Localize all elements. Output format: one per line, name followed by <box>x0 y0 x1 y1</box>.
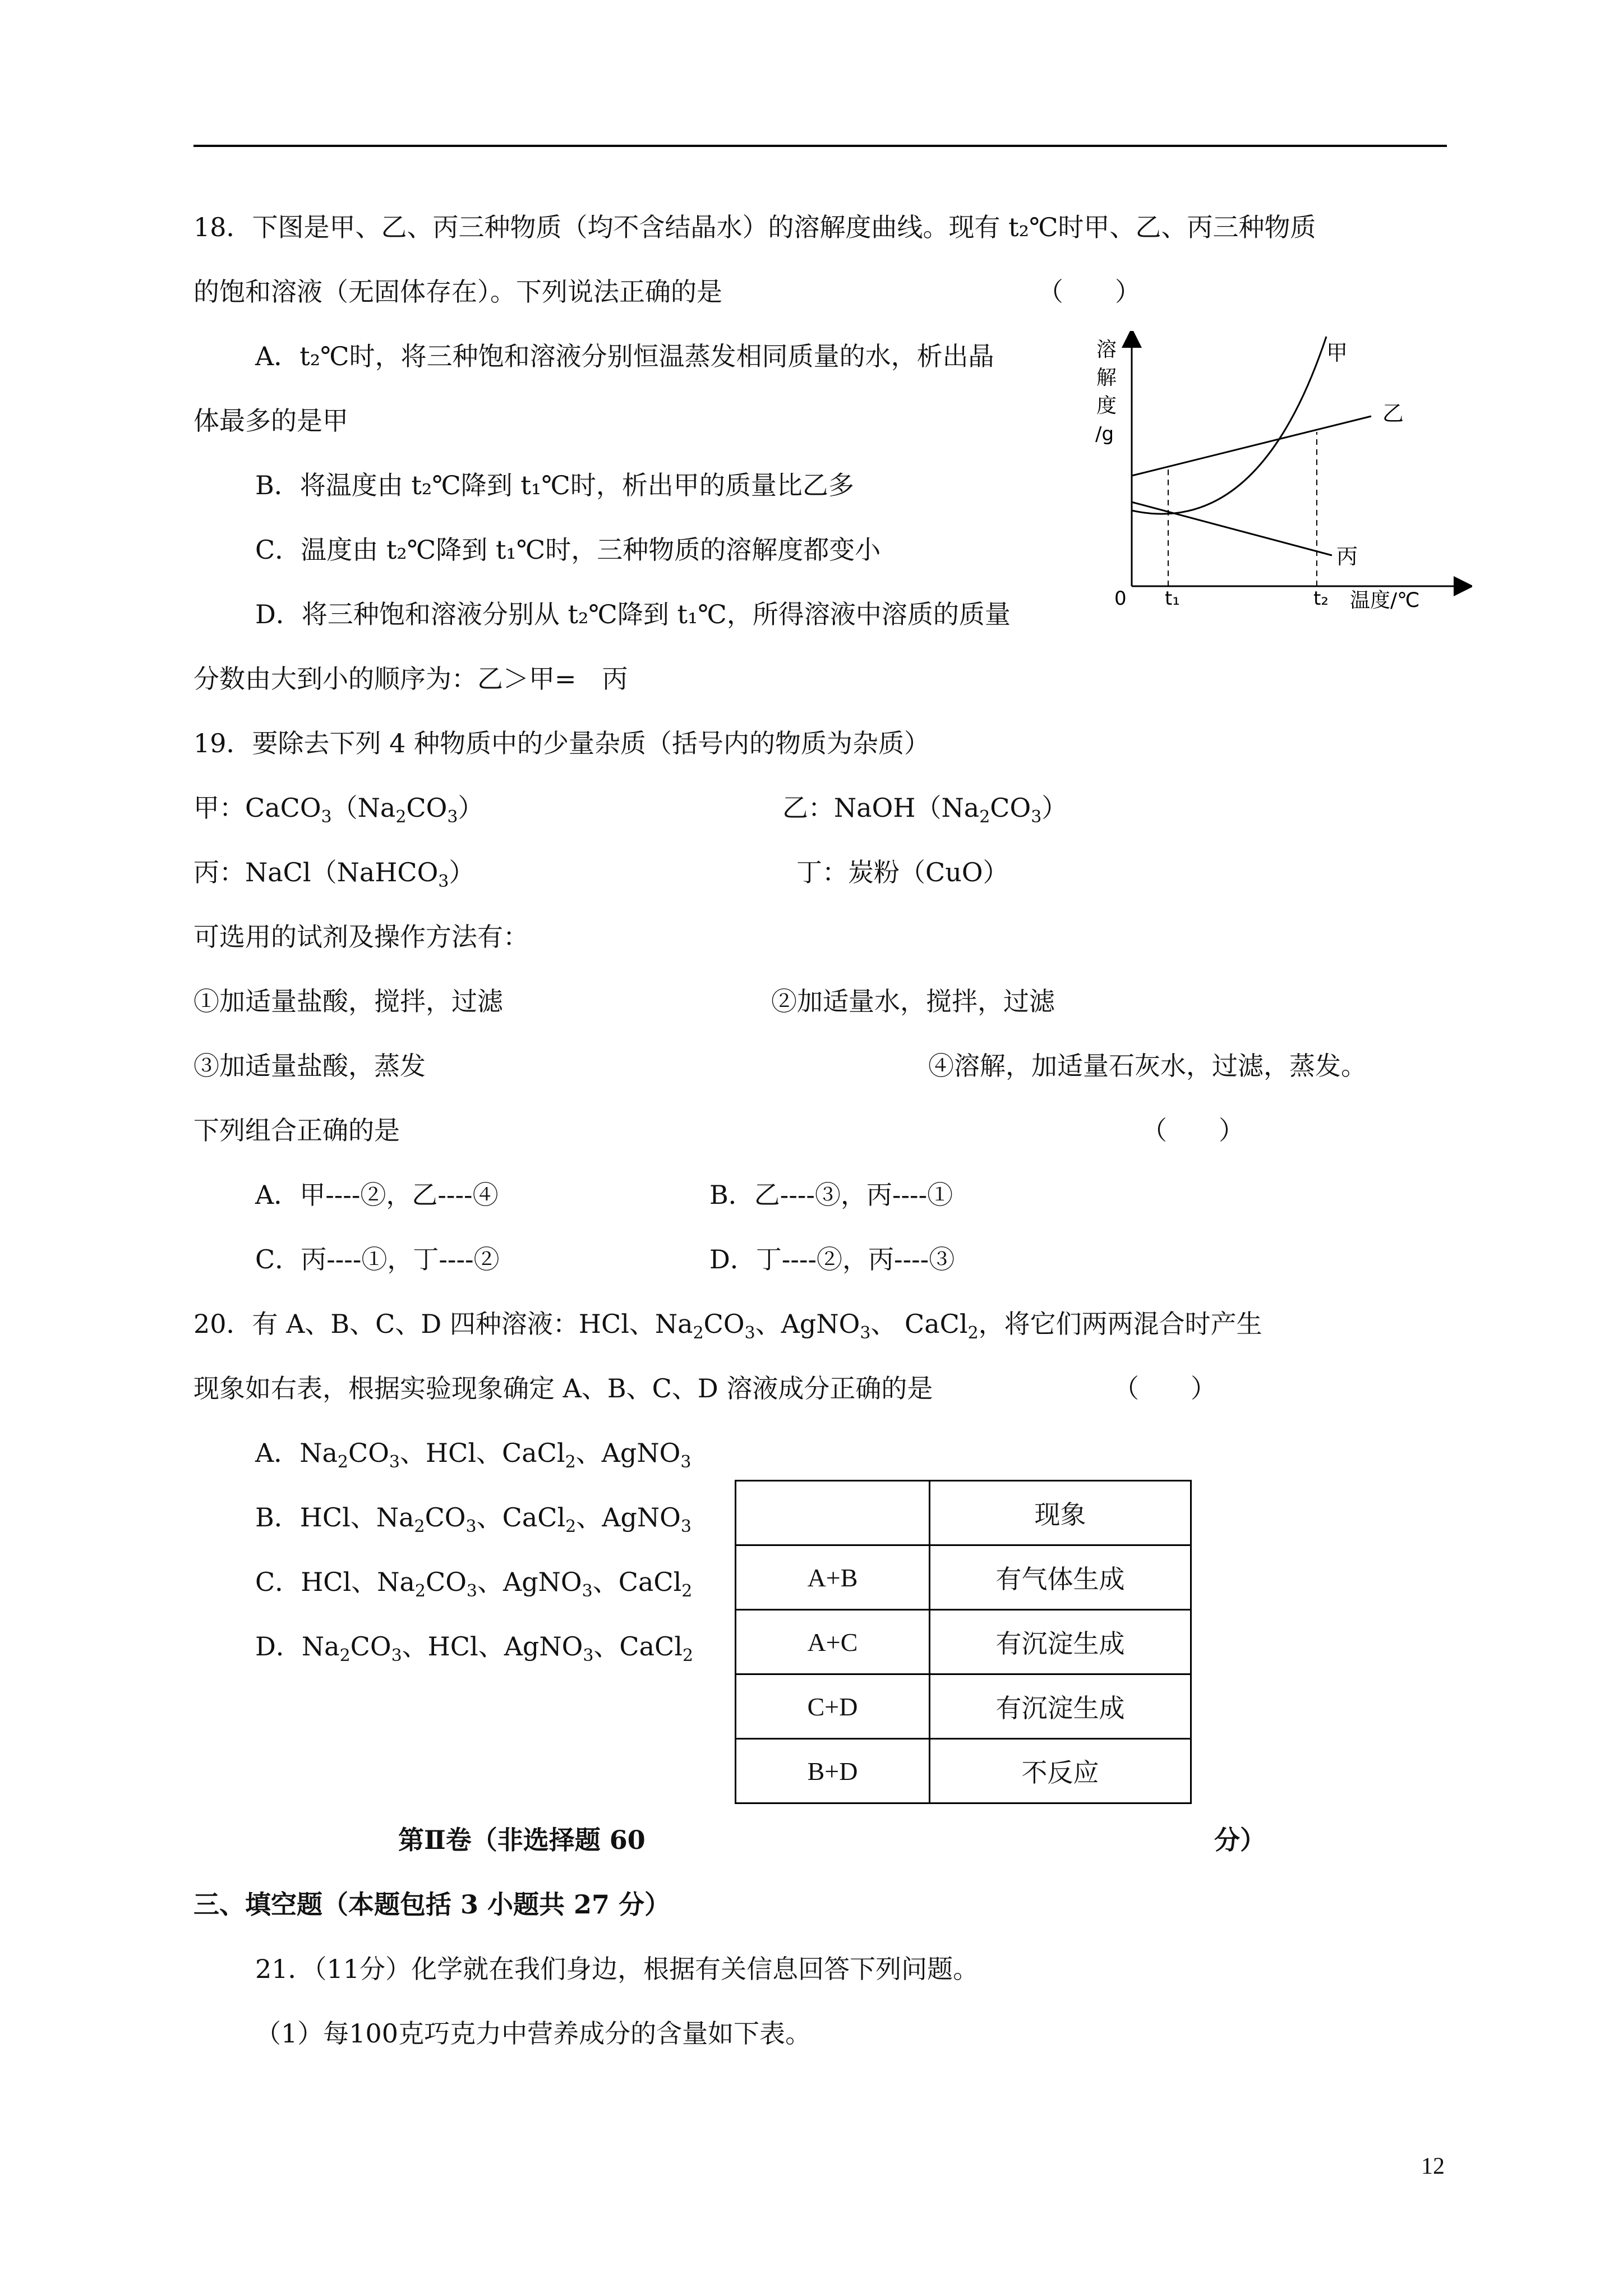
q20-option-a: A．$Na_2CO_3$、HCl、CaCl$_2$、AgNO$_3$ <box>255 1438 691 1472</box>
header-rule <box>193 145 1447 147</box>
q20-stem-line1: 20．有 A、B、C、D 四种溶液：HCl、$Na_2CO_3$、AgNO$_3$、 CaCl$_2$，将它们两两混合时产生 <box>193 1309 1262 1343</box>
q19-item-ding: 丁：炭粉（CuO） <box>796 857 1009 887</box>
origin-label: 0 <box>1114 587 1127 610</box>
q18-option-c: C．温度由 t₂℃降到 t₁℃时，三种物质的溶解度都变小 <box>255 535 881 565</box>
q19-method-1: ①加适量盐酸，搅拌，过滤 <box>193 986 503 1016</box>
q19-reagents-intro: 可选用的试剂及操作方法有： <box>193 922 529 952</box>
q20-option-b: B．HCl、$Na_2CO_3$、CaCl$_2$、AgNO$_3$ <box>255 1502 691 1536</box>
table-header-row <box>736 1481 1191 1545</box>
q18-answer-bracket: （ ） <box>1038 277 1141 307</box>
q18-stem-line2: 的饱和溶液（无固体存在）。下列说法正确的是 <box>193 277 722 307</box>
q20-option-c: C．HCl、$Na_2CO_3$、AgNO$_3$、CaCl$_2$ <box>255 1567 693 1601</box>
y-axis-label-char-1: 溶 <box>1096 338 1117 361</box>
q21-part-1: （1）每100克巧克力中营养成分的含量如下表。 <box>255 2018 811 2049</box>
table-cell-phenomenon: 不反应 <box>930 1739 1191 1803</box>
q18-option-b: B．将温度由 t₂℃降到 t₁℃时，析出甲的质量比乙多 <box>255 470 854 500</box>
series-bing-label: 丙 <box>1336 544 1358 569</box>
table-row <box>736 1545 1191 1610</box>
series-jia-label: 甲 <box>1326 341 1348 365</box>
solubility-chart <box>1091 331 1472 623</box>
table-cell-mix: C+D <box>736 1674 930 1739</box>
y-axis-label-char-2: 解 <box>1096 366 1117 389</box>
table-cell-phenomenon: 有沉淀生成 <box>930 1610 1191 1674</box>
q21-stem: 21．（11分）化学就在我们身边，根据有关信息回答下列问题。 <box>255 1954 979 1984</box>
table-row <box>736 1610 1191 1674</box>
q19-item-jia: 甲：$CaCO_3(Na_2CO_3)$ <box>193 793 484 827</box>
section-2-title-end: 分） <box>1214 1825 1266 1855</box>
table-cell-mix: A+B <box>736 1545 930 1610</box>
section-3-title: 三、填空题（本题包括 3 小题共 27 分） <box>193 1889 671 1920</box>
section-2-title: 第Ⅱ卷（非选择题 60 <box>398 1825 645 1855</box>
q19-item-bing: 丙：NaCl（NaHCO$_3$） <box>193 857 475 891</box>
q19-option-c: C．丙----①，丁----② <box>255 1244 500 1274</box>
table-row <box>736 1739 1191 1803</box>
x-axis-label: 温度/℃ <box>1350 589 1420 612</box>
q18-option-a-line2: 体最多的是甲 <box>193 406 348 436</box>
q18-option-a-line1: A．t₂℃时，将三种饱和溶液分别恒温蒸发相同质量的水，析出晶 <box>255 341 994 371</box>
q19-item-yi: 乙：$NaOH(Na_2CO_3)$ <box>782 793 1068 827</box>
table-header-cell: 现象 <box>930 1481 1191 1545</box>
x-tick-t2: t₂ <box>1313 587 1329 610</box>
q18-option-d-line2: 分数由大到小的顺序为：乙＞甲= 丙 <box>193 664 628 694</box>
series-jia-curve <box>1132 337 1326 514</box>
series-bing-line <box>1132 502 1332 555</box>
series-yi-label: 乙 <box>1382 401 1404 426</box>
y-axis-label-char-3: 度 <box>1096 394 1117 417</box>
q19-stem: 19．要除去下列 4 种物质中的少量杂质（括号内的物质为杂质） <box>193 728 930 758</box>
table-row <box>736 1674 1191 1739</box>
phenomena-table <box>735 1480 1192 1804</box>
q20-answer-bracket: （ ） <box>1113 1373 1216 1404</box>
q19-method-4: ④溶解，加适量石灰水，过滤，蒸发。 <box>928 1051 1367 1081</box>
table-cell-mix: B+D <box>736 1739 930 1803</box>
page-number: 12 <box>1421 2154 1445 2179</box>
x-tick-t1: t₁ <box>1165 587 1180 610</box>
table-cell-phenomenon: 有沉淀生成 <box>930 1674 1191 1739</box>
table-header-cell <box>736 1481 930 1545</box>
table-cell-mix: A+C <box>736 1610 930 1674</box>
series-yi-line <box>1132 416 1371 476</box>
q19-option-d: D．丁----②，丙----③ <box>709 1244 955 1274</box>
q20-stem-line2: 现象如右表，根据实验现象确定 A、B、C、D 溶液成分正确的是 <box>193 1373 933 1404</box>
y-axis-label-char-4: /g <box>1095 423 1114 445</box>
q19-option-a: A．甲----②，乙----④ <box>255 1180 499 1210</box>
q19-method-3: ③加适量盐酸，蒸发 <box>193 1051 426 1081</box>
q19-option-b: B．乙----③，丙----① <box>709 1180 953 1210</box>
q18-stem-line1: 18．下图是甲、乙、丙三种物质（均不含结晶水）的溶解度曲线。现有 t₂℃时甲、乙、丙三种物质 <box>193 212 1316 242</box>
q19-question: 下列组合正确的是 <box>193 1115 400 1145</box>
q18-option-d-line1: D．将三种饱和溶液分别从 t₂℃降到 t₁℃，所得溶液中溶质的质量 <box>255 599 1011 629</box>
q20-option-d: D．$Na_2CO_3$、HCl、AgNO$_3$、CaCl$_2$ <box>255 1631 694 1665</box>
q19-answer-bracket: （ ） <box>1141 1115 1244 1145</box>
table-cell-phenomenon: 有气体生成 <box>930 1545 1191 1610</box>
q19-method-2: ②加适量水，搅拌，过滤 <box>771 986 1055 1016</box>
